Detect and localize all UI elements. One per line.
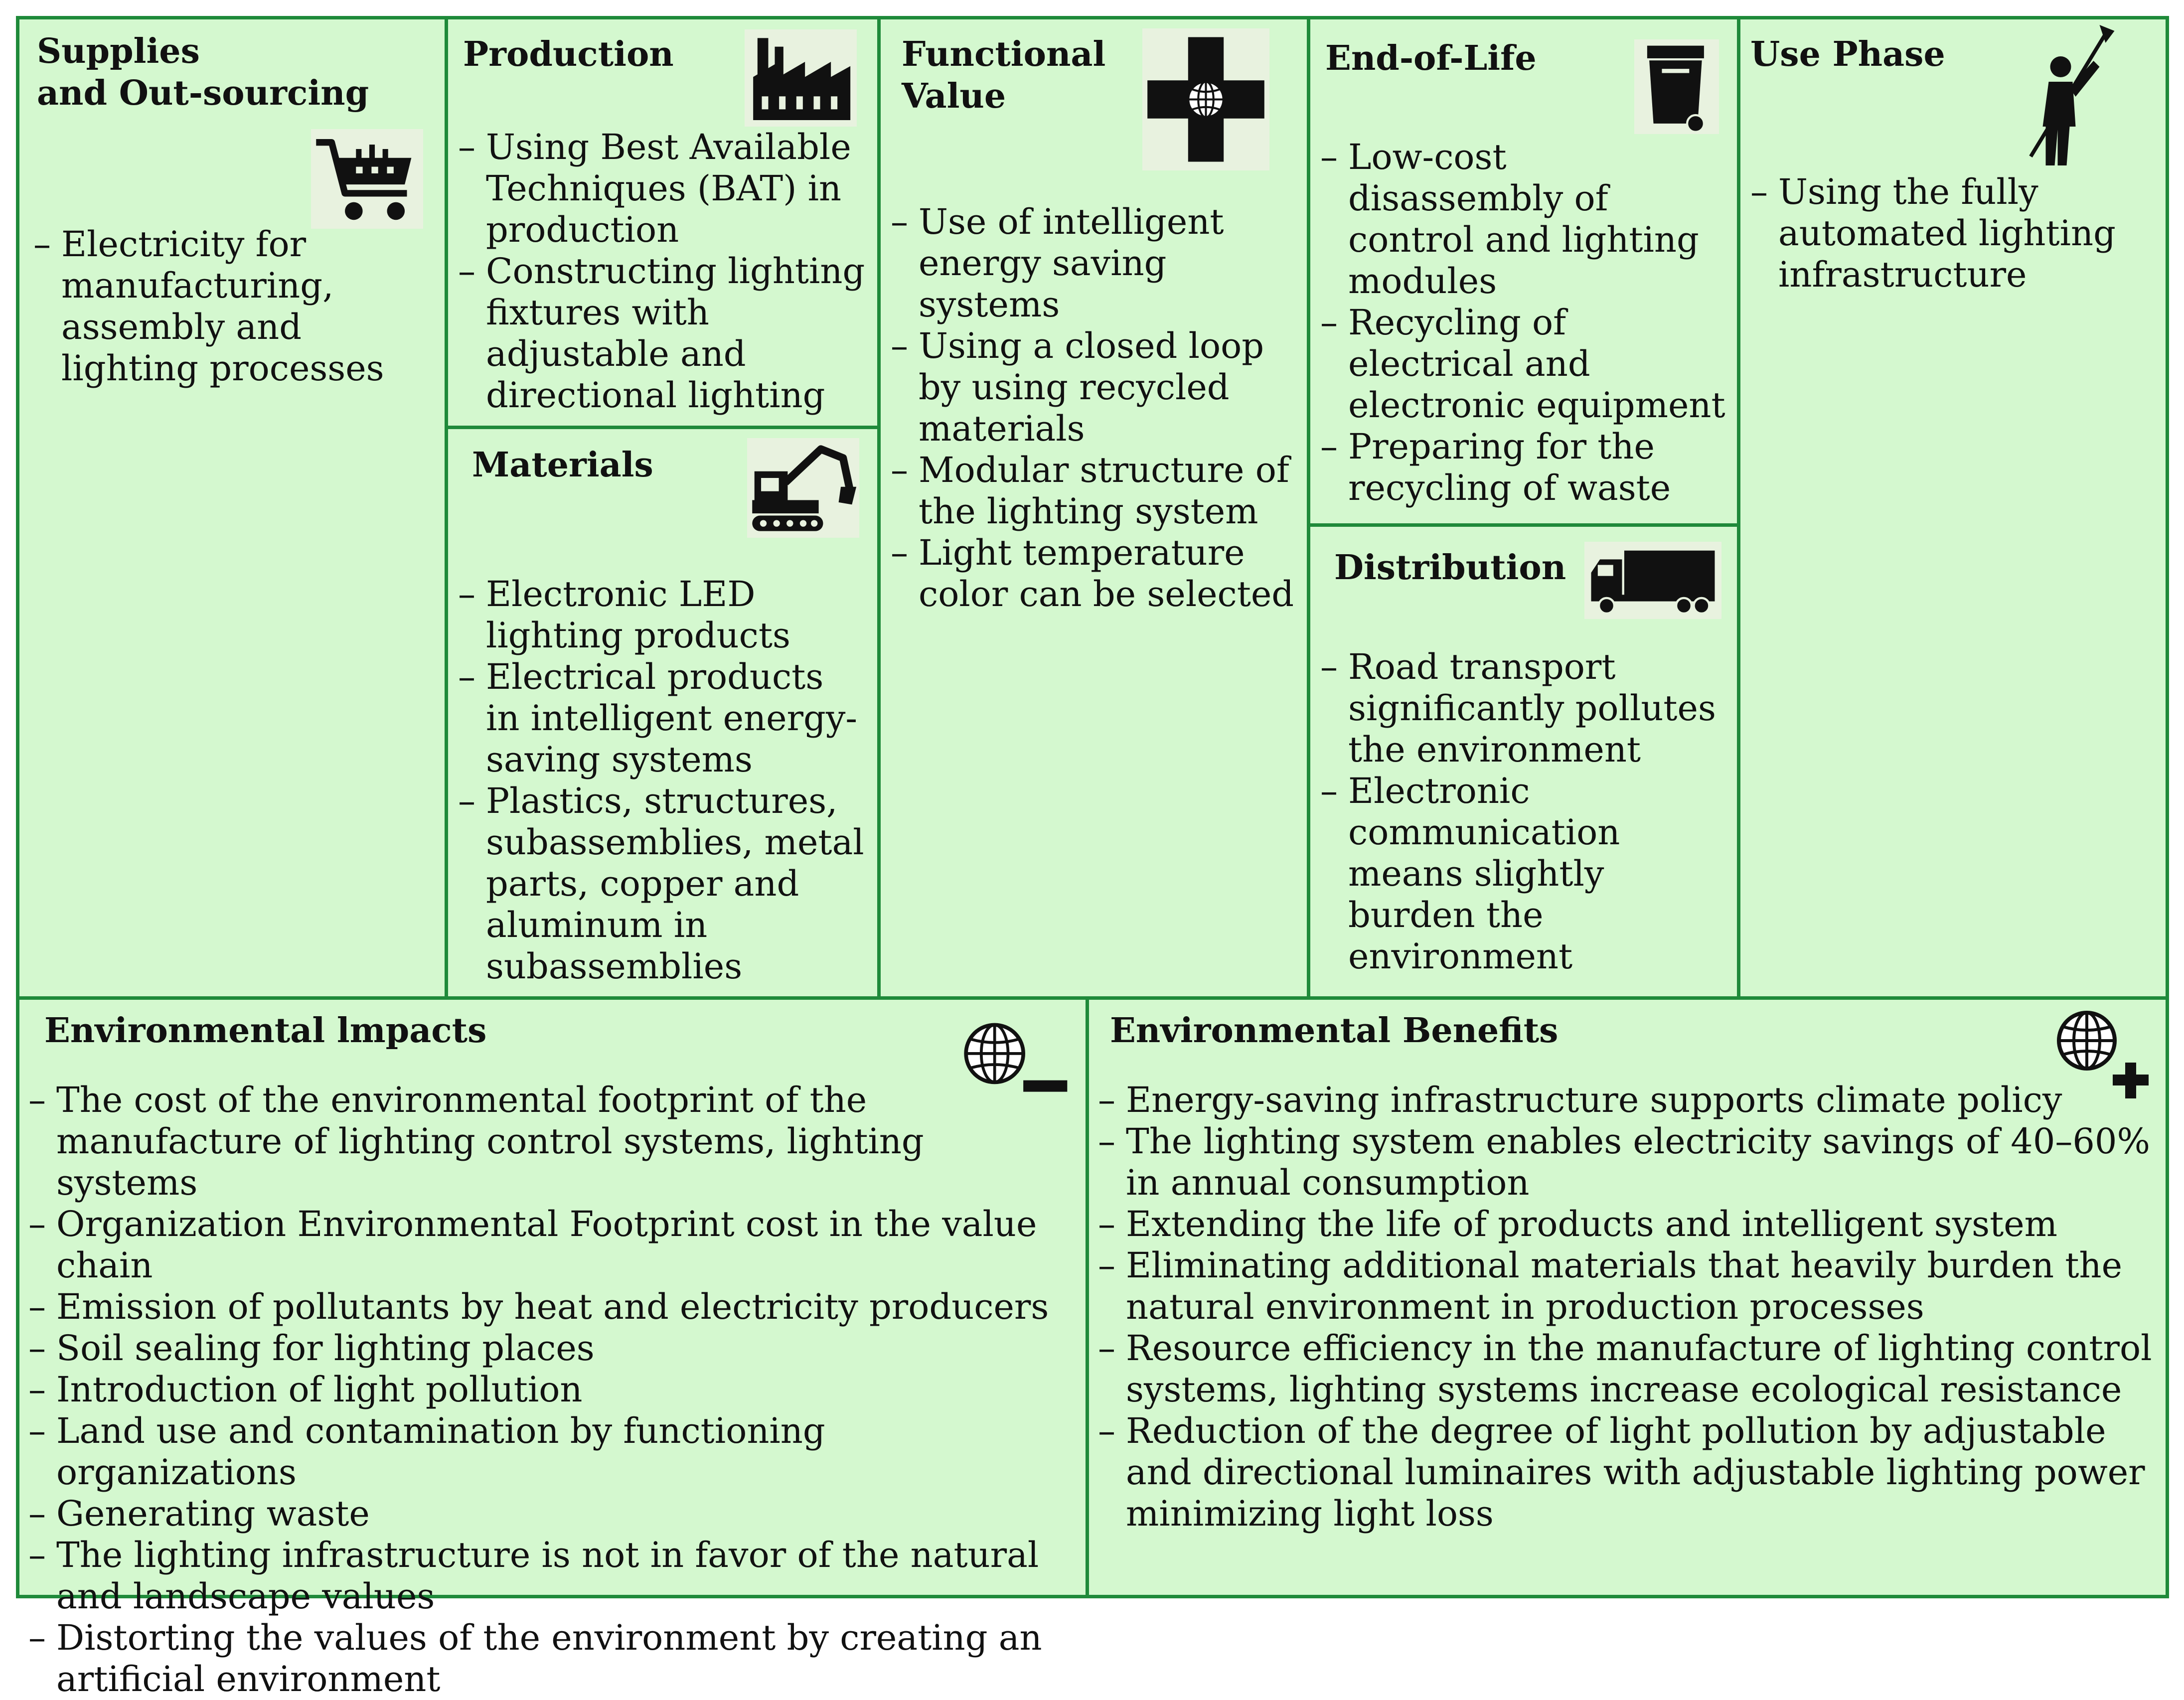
list-item: – Using the fully automated lighting infrastructure: [1750, 171, 2159, 296]
environmental-impacts-cell: [16, 996, 1089, 1700]
list-item: – Electrical products in intelligent energy-saving systems: [458, 656, 867, 780]
list-item: – Electricity for manufacturing, assembly and lighting processes: [33, 224, 432, 389]
list-item: – Use of intelligent energy saving systems: [891, 201, 1299, 325]
list-item: – Using a closed loop by using recycled materials: [891, 325, 1299, 450]
person-with-torch-icon: [2015, 22, 2122, 171]
environmental-benefits-cell: [1086, 996, 2169, 1598]
functional-value-list: [891, 201, 1299, 615]
distribution-title: Distribution: [1334, 548, 1566, 588]
list-item: – Light temperature color can be selected: [891, 532, 1299, 615]
list-item: – Energy-saving infrastructure supports climate policy: [1098, 1080, 2157, 1121]
distribution-cell: [1307, 523, 1740, 1000]
list-item: – Emission of pollutants by heat and electricity producers: [28, 1286, 1075, 1328]
factory-icon: [745, 29, 857, 127]
supplies-list: [33, 224, 432, 389]
list-item: – Using Best Available Techniques (BAT) in production: [458, 127, 867, 251]
list-item: – Low-cost disassembly of control and lighting modules: [1320, 137, 1729, 302]
environmental-impacts-title: Environmental lmpacts: [44, 1011, 487, 1051]
cross-globe-icon: [1142, 28, 1269, 170]
list-item: – Introduction of light pollution: [28, 1369, 1075, 1410]
production-list: [458, 127, 867, 416]
supplies-title-line2: and Out-sourcing: [37, 73, 369, 113]
use-phase-cell: [1737, 16, 2169, 1000]
functional-value-cell: [877, 16, 1310, 1000]
list-item: – Plastics, structures, subassemblies, metal parts, copper and aluminum in subassemblies: [458, 780, 867, 987]
environmental-benefits-list: [1098, 1080, 2157, 1535]
end-of-life-cell: [1307, 16, 1740, 527]
list-item: – The lighting infrastructure is not in favor of the natural and landscape values: [28, 1535, 1075, 1617]
production-cell: [445, 16, 881, 429]
list-item: – Resource efficiency in the manufacture of lighting control systems, lighting systems increase ecological resistance: [1098, 1328, 2157, 1410]
end-of-life-list: [1320, 137, 1729, 509]
environmental-impacts-list: [28, 1080, 1075, 1700]
list-item: – Preparing for the recycling of waste: [1320, 426, 1729, 509]
list-item: – Generating waste: [28, 1493, 1075, 1535]
list-item: – Land use and contamination by functioning organizations: [28, 1410, 1075, 1493]
functional-value-title: [902, 33, 1105, 117]
list-item: – Road transport significantly pollutes the environment: [1320, 646, 1734, 771]
list-item: – Organization Environmental Footprint cost in the value chain: [28, 1204, 1075, 1286]
list-item: – Reduction of the degree of light pollution by adjustable and directional luminaires with adjustable lighting power minimizing light loss: [1098, 1410, 2157, 1535]
use-phase-title: Use Phase: [1750, 34, 1945, 74]
supplies-title-line1: Supplies: [37, 31, 200, 71]
functional-value-title-line1: Functional: [902, 34, 1106, 74]
materials-list: [458, 574, 867, 987]
materials-cell: [445, 426, 881, 1000]
supplies-title: [37, 30, 369, 114]
supplies-cell: [16, 16, 448, 1000]
wheelie-bin-icon: [1634, 39, 1719, 134]
list-item: – The lighting system enables electricity savings of 40–60% in annual consumption: [1098, 1121, 2157, 1204]
list-item: – Electronic LED lighting products: [458, 574, 867, 656]
list-item: – Constructing lighting fixtures with adjustable and directional lighting: [458, 251, 867, 416]
list-item: – Modular structure of the lighting system: [891, 450, 1299, 532]
list-item: – Electronic communication means slightly burden the environment: [1320, 771, 1734, 977]
list-item: – Distorting the values of the environment by creating an artificial environment: [28, 1617, 1075, 1700]
distribution-list: [1320, 646, 1734, 977]
list-item: – Soil sealing for lighting places: [28, 1328, 1075, 1369]
use-phase-list: [1750, 171, 2159, 296]
list-item: – Extending the life of products and intelligent system: [1098, 1204, 2157, 1245]
truck-icon: [1584, 542, 1721, 619]
excavator-icon: [747, 438, 859, 538]
shopping-cart-factory-icon: [311, 129, 423, 229]
end-of-life-title: End-of-Life: [1325, 38, 1537, 78]
list-item: – Recycling of electrical and electronic equipment: [1320, 302, 1729, 426]
functional-value-title-line2: Value: [902, 76, 1006, 116]
environmental-benefits-title: Environmental Benefits: [1110, 1011, 1559, 1051]
materials-title: Materials: [472, 445, 653, 485]
production-title: Production: [463, 34, 674, 74]
list-item: – The cost of the environmental footprint of the manufacture of lighting control systems, lighting systems: [28, 1080, 1075, 1204]
list-item: – Eliminating additional materials that heavily burden the natural environment in production processes: [1098, 1245, 2157, 1328]
